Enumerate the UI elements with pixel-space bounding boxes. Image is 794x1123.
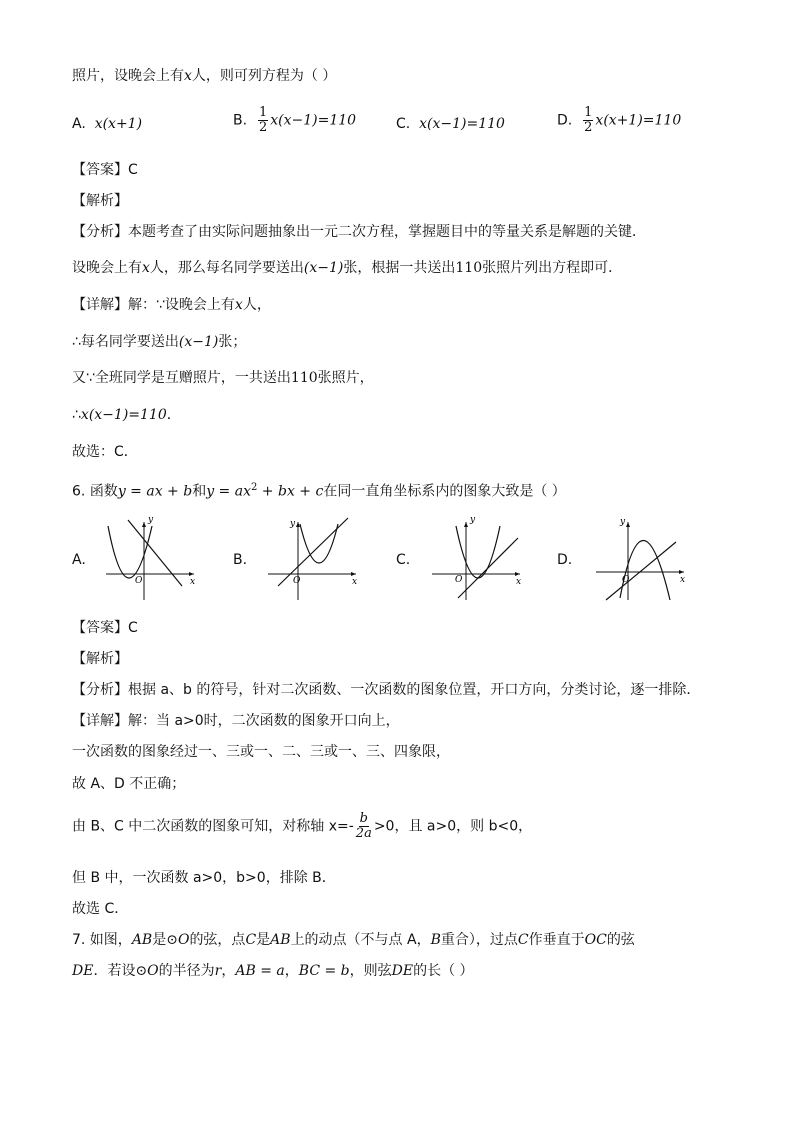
fraction: $\frac{b}{2a}$: [355, 811, 372, 841]
q6-graph-c: [426, 512, 526, 604]
origin-label: O: [455, 575, 463, 585]
q6-detail-5: 但 B 中，一次函数 a>0，b>0，排除 B．: [72, 870, 336, 886]
parabola: [108, 526, 152, 578]
x-axis-arrow-icon: [679, 570, 684, 574]
q6-final: 故选 C．: [72, 901, 129, 917]
y-axis-arrow-icon: [296, 522, 300, 527]
y-axis-arrow-icon: [626, 522, 630, 527]
q6-detail-1: 【详解】解：当 a>0时，二次函数的图象开口向上，: [72, 713, 400, 729]
q5-detail-4: ∴x(x−1)=110．: [72, 407, 181, 423]
q5-option-d: D. $\frac{1}{2}$ x(x+1)=110: [557, 105, 682, 135]
q5-stem: 照片，设晚会上有x人，则可列方程为（ ）: [72, 68, 337, 84]
q5-detail-2: ∴每名同学要送出(x−1)张；: [72, 334, 247, 350]
q5-analysis-tag: 【解析】: [72, 193, 128, 209]
x-axis-arrow-icon: [515, 572, 520, 576]
q6-answer: 【答案】C: [72, 620, 138, 636]
line: [458, 538, 518, 598]
origin-label: O: [135, 576, 143, 586]
x-label: x: [190, 577, 196, 587]
origin-label: O: [293, 576, 301, 586]
x-axis-arrow-icon: [189, 572, 194, 576]
q7-stem-line1: 7. 如图，AB是⊙O的弦，点C是AB上的动点（不与点 A，B重合），过点C作垂直于OC的弦: [72, 932, 635, 948]
q6-stem: 6. 函数y = ax + b和$y = ax^2$ + bx + c在同一直角坐标系内的图象大致是（ ）: [72, 482, 566, 500]
q6-graph-d: [592, 512, 692, 604]
q5-option-a: A. x(x+1): [72, 116, 143, 132]
q5-fenxi-line2: 设晚会上有x人，那么每名同学要送出(x−1)张，根据一共送出110张照片列出方程即可．: [72, 260, 623, 276]
q6-option-b-label: B.: [233, 552, 248, 568]
q6-option-d-label: D.: [557, 552, 573, 568]
fraction: $\frac{1}{2}$: [584, 105, 593, 135]
q6-detail-4: 由 B、C 中二次函数的图象可知，对称轴 x=- $\frac{b}{2a}$ >0，且 a>0，则 b<0，: [72, 811, 533, 841]
y-label: y: [148, 515, 154, 525]
q7-stem-line2: DE．若设⊙O的半径为r，AB = a，BC = b，则弦DE的长（ ）: [72, 963, 474, 979]
y-axis-arrow-icon: [142, 522, 146, 527]
q5-final: 故选：C．: [72, 444, 138, 460]
q5-answer: 【答案】C: [72, 162, 138, 178]
q6-option-c-label: C.: [396, 552, 411, 568]
q6-detail-3: 故 A、D 不正确；: [72, 776, 186, 792]
line: [606, 542, 676, 600]
q5-detail-1: 【详解】解：∵设晚会上有x人，: [72, 297, 271, 313]
y-label: y: [620, 517, 626, 527]
fraction: $\frac{1}{2}$: [258, 105, 268, 135]
q5-option-c: C. x(x−1)=110: [396, 116, 505, 132]
y-label: y: [290, 519, 296, 529]
q6-graph-b: [262, 512, 362, 604]
parabola: [300, 524, 338, 563]
q6-fenxi: 【分析】根据 a、b 的符号，针对二次函数、一次函数的图象位置，开口方向，分类讨论，逐一排除．: [72, 682, 701, 698]
x-axis-arrow-icon: [351, 572, 356, 576]
parabola: [456, 526, 500, 578]
q6-graph-a: [100, 512, 200, 604]
y-label: y: [470, 515, 476, 525]
q6-detail-2: 一次函数的图象经过一、三或一、二、三或一、三、四象限，: [72, 744, 450, 760]
origin-label: O: [622, 575, 630, 585]
q5-fenxi: 【分析】本题考查了由实际问题抽象出一元二次方程，掌握题目中的等量关系是解题的关键．: [72, 224, 646, 240]
q5-option-b: B. $\frac{1}{2}$ x(x−1)=110: [233, 105, 357, 135]
q6-option-a-label: A.: [72, 552, 86, 568]
x-label: x: [680, 575, 686, 585]
x-label: x: [352, 577, 358, 587]
q6-analysis-tag: 【解析】: [72, 651, 128, 667]
line: [278, 518, 348, 586]
q5-detail-3: 又∵全班同学是互赠照片，一共送出110张照片，: [72, 370, 374, 386]
y-axis-arrow-icon: [464, 522, 468, 527]
x-label: x: [516, 577, 522, 587]
